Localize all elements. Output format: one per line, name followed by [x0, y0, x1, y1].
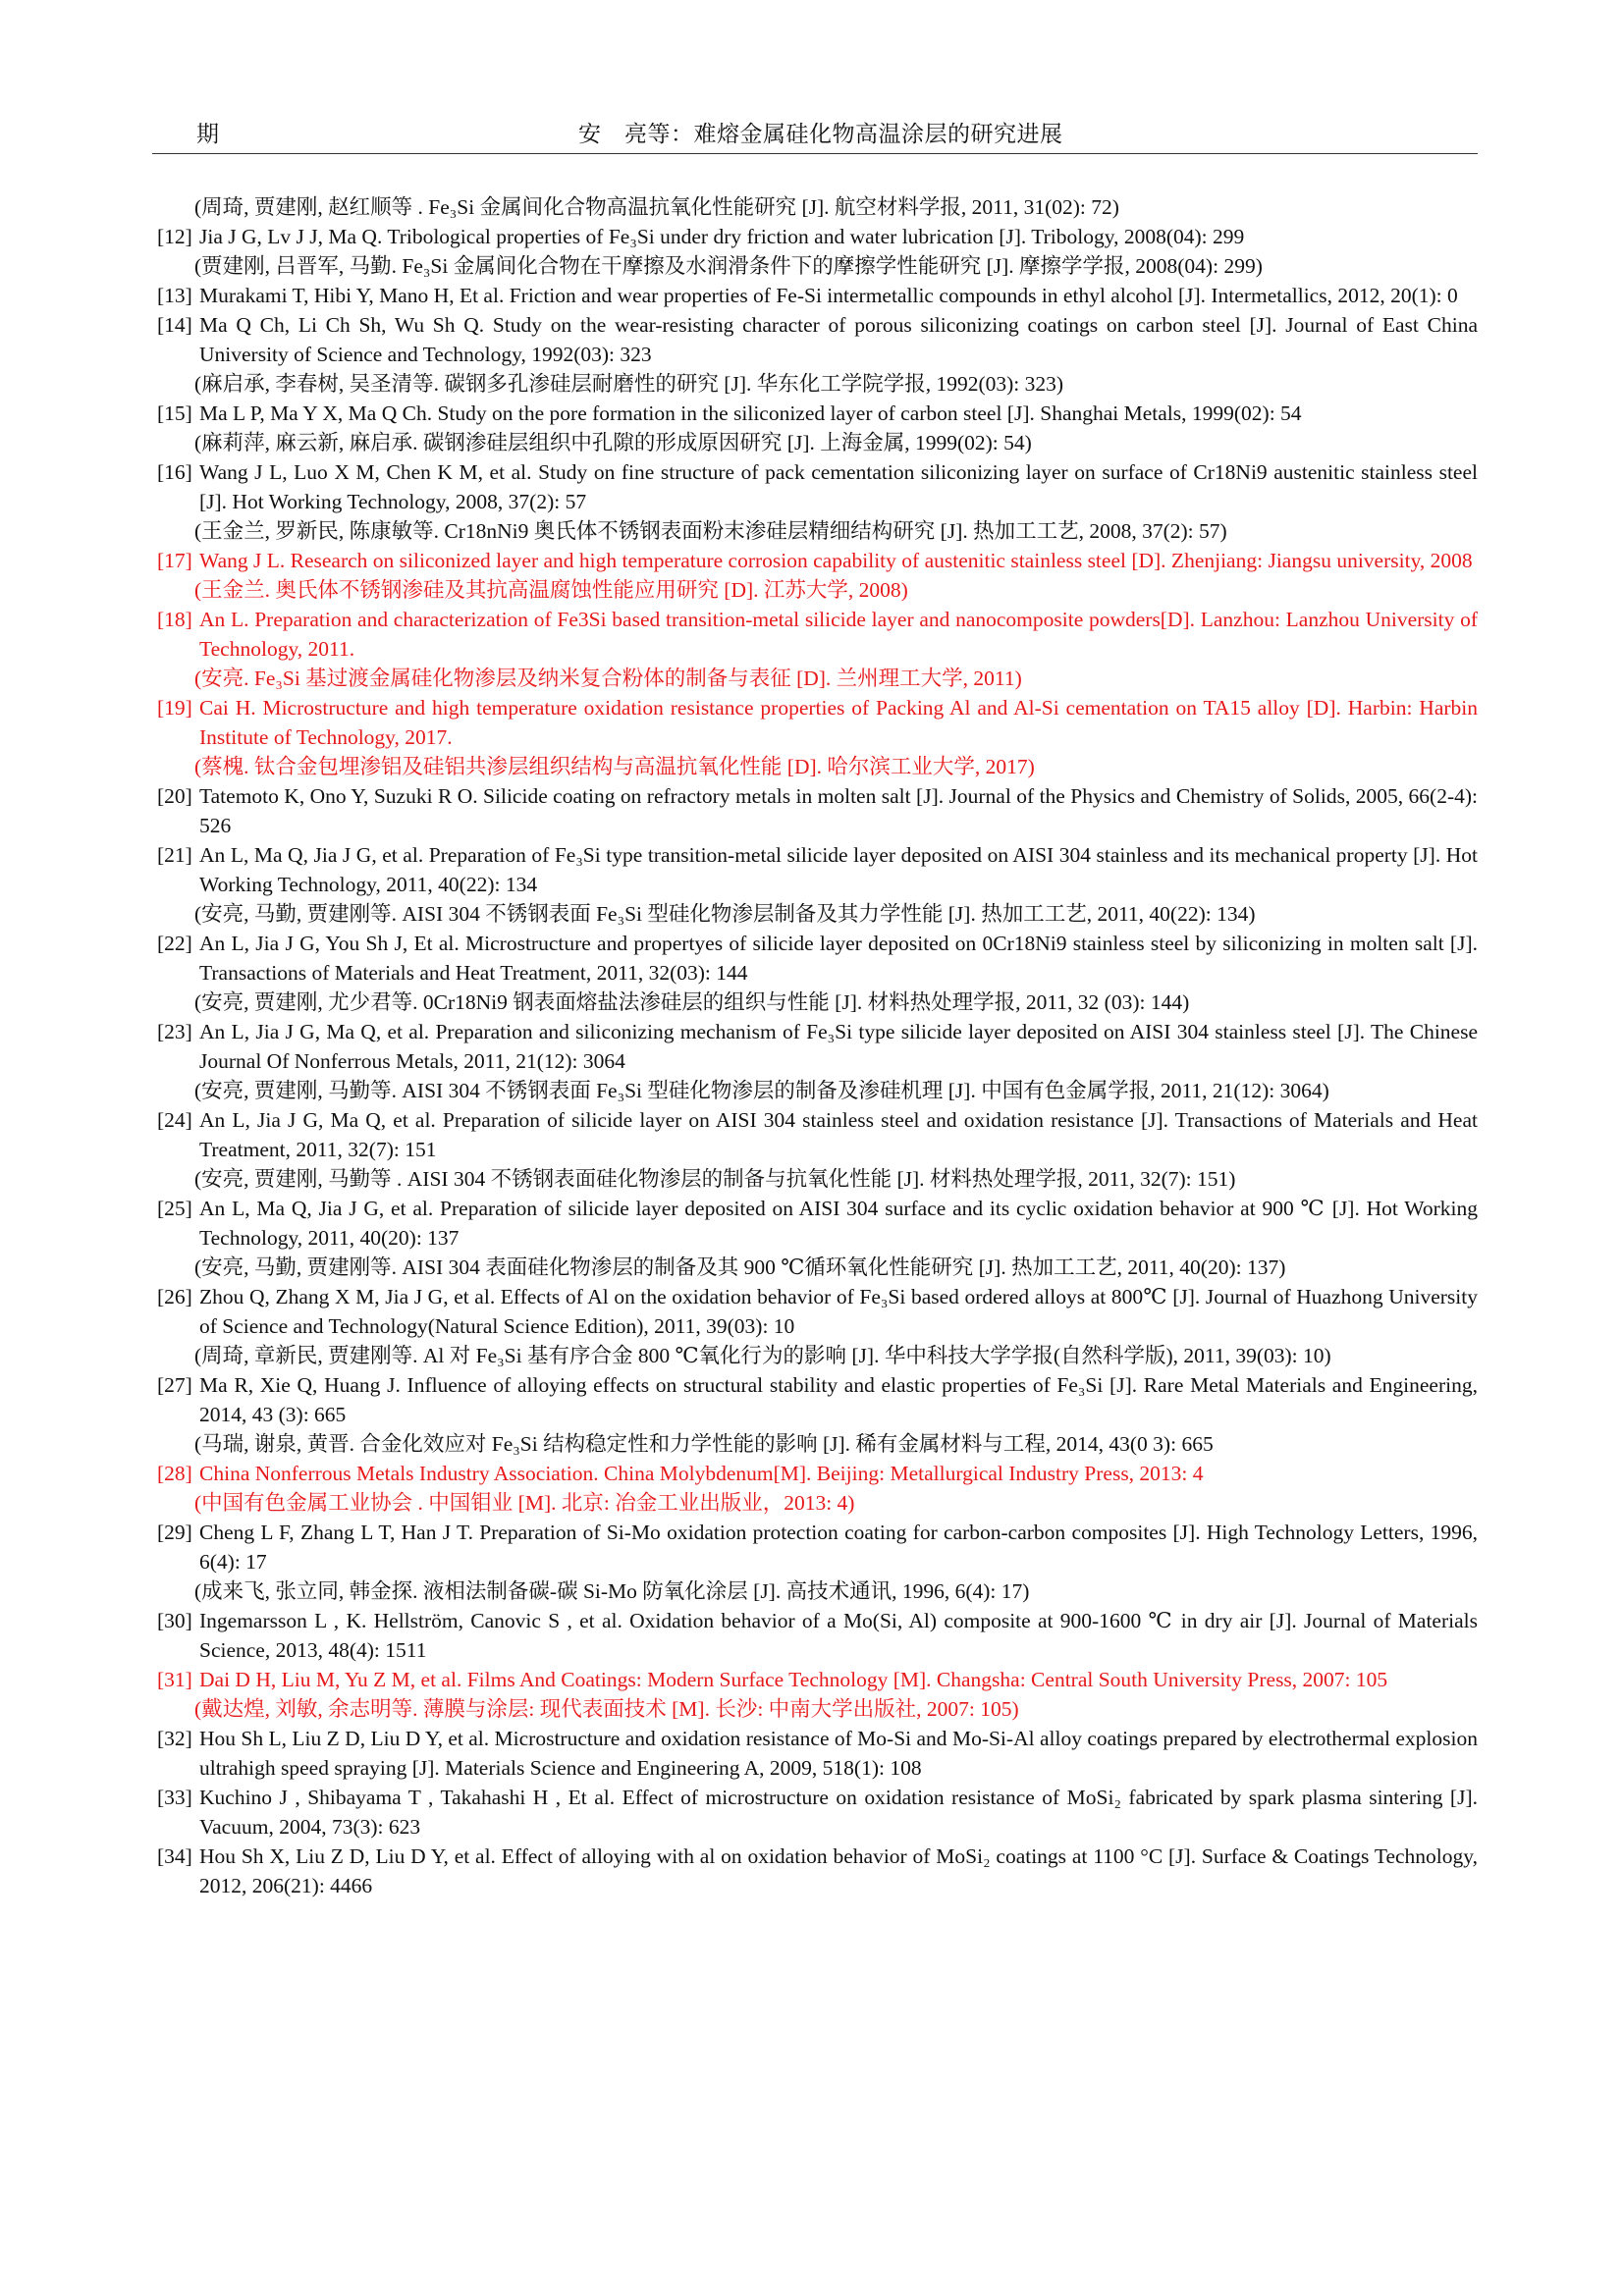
- reference-text: Wang J L, Luo X M, Chen K M, et al. Study on fine structure of pack cementation siliconizing layer on surface of Cr18Ni9 austenitic stainless steel [J]. Hot Working Technology, 2008, 37(2): 57: [199, 460, 1478, 513]
- reference-translation: (周琦, 贾建刚, 赵红顺等 . Fe₃Si 金属间化合物高温抗氧化性能研究 [J]. 航空材料学报, 2011, 31(02): 72): [194, 195, 1119, 219]
- reference-translation: (安亮, 马勤, 贾建刚等. AISI 304 表面硅化物渗层的制备及其 900 ℃循环氧化性能研究 [J]. 热加工工艺, 2011, 40(20): 137): [194, 1255, 1286, 1279]
- reference-entry: [157, 1459, 1478, 1488]
- reference-translation: (成来飞, 张立同, 韩金探. 液相法制备碳-碳 Si-Mo 防氧化涂层 [J]. 高技术通讯, 1996, 6(4): 17): [194, 1579, 1030, 1603]
- reference-entry: [157, 1724, 1478, 1783]
- reference-entry: [157, 222, 1478, 251]
- reference-text: An L, Jia J G, Ma Q, et al. Preparation of silicide layer on AISI 304 stainless steel and oxidation resistance [J]. Transactions of Materials and Heat Treatment, 2011, 32(7): 151: [199, 1108, 1478, 1161]
- reference-text: Hou Sh L, Liu Z D, Liu D Y, et al. Microstructure and oxidation resistance of Mo-Si and Mo-Si-Al alloy coatings prepared by electrothermal explosion ultrahigh speed spraying [J]. Materials Science and Engineering A, 2009, 518(1): 108: [199, 1727, 1478, 1780]
- reference-entry: [157, 546, 1478, 575]
- reference-entry: [157, 1842, 1478, 1900]
- reference-text: Jia J G, Lv J J, Ma Q. Tribological properties of Fe₃Si under dry friction and water lubrication [J]. Tribology, 2008(04): 299: [199, 225, 1245, 248]
- reference-number: [27]: [157, 1373, 192, 1397]
- reference-translation: (马瑞, 谢泉, 黄晋. 合金化效应对 Fe₃Si 结构稳定性和力学性能的影响 [J]. 稀有金属材料与工程, 2014, 43(0 3): 665: [194, 1432, 1214, 1456]
- reference-number: [30]: [157, 1609, 192, 1632]
- reference-text: Cai H. Microstructure and high temperature oxidation resistance properties of Packing Al and Al-Si cementation on TA15 alloy [D]. Harbin: Harbin Institute of Technology, 2017.: [199, 696, 1478, 749]
- reference-entry: [157, 1783, 1478, 1842]
- reference-text: Murakami T, Hibi Y, Mano H, Et al. Friction and wear properties of Fe-Si intermetallic compounds in ethyl alcohol [J]. Intermetallics, 2012, 20(1): 0: [199, 284, 1458, 307]
- reference-number: [13]: [157, 284, 192, 307]
- reference-entry: [157, 781, 1478, 840]
- reference-entry: [157, 399, 1478, 428]
- reference-entry: [157, 310, 1478, 369]
- reference-translation: (安亮. Fe₃Si 基过渡金属硅化物渗层及纳米复合粉体的制备与表征 [D]. 兰州理工大学, 2011): [194, 667, 1022, 690]
- reference-entry: [157, 281, 1478, 310]
- reference-number: [12]: [157, 225, 192, 248]
- reference-translation: (蔡槐. 钛合金包埋渗铝及硅铝共渗层组织结构与高温抗氧化性能 [D]. 哈尔滨工业大学, 2017): [194, 755, 1035, 778]
- reference-text: An L, Jia J G, You Sh J, Et al. Microstructure and propertyes of silicide layer deposited on 0Cr18Ni9 stainless steel by siliconizing in molten salt [J]. Transactions of Materials and Heat Treatment, 2011, 32(03): 144: [199, 932, 1478, 985]
- reference-translation: (王金兰, 罗新民, 陈康敏等. Cr18nNi9 奥氏体不锈钢表面粉末渗硅层精细结构研究 [J]. 热加工工艺, 2008, 37(2): 57): [194, 519, 1227, 543]
- reference-number: [14]: [157, 313, 192, 337]
- reference-number: [16]: [157, 460, 192, 484]
- reference-text: Ingemarsson L , K. Hellström, Canovic S , et al. Oxidation behavior of a Mo(Si, Al) composite at 900-1600 ℃ in dry air [J]. Journal of Materials Science, 2013, 48(4): 1511: [199, 1609, 1478, 1662]
- reference-translation: (贾建刚, 吕晋军, 马勤. Fe₃Si 金属间化合物在干摩擦及水润滑条件下的摩擦学性能研究 [J]. 摩擦学学报, 2008(04): 299): [194, 254, 1263, 278]
- reference-translation: (安亮, 贾建刚, 马勤等. AISI 304 不锈钢表面 Fe₃Si 型硅化物渗层的制备及渗硅机理 [J]. 中国有色金属学报, 2011, 21(12): 3064): [194, 1079, 1329, 1102]
- reference-entry: [157, 840, 1478, 899]
- reference-text: An L, Jia J G, Ma Q, et al. Preparation and siliconizing mechanism of Fe₃Si type silicide layer deposited on AISI 304 stainless steel [J]. The Chinese Journal Of Nonferrous Metals, 2011, 21(12): 3064: [199, 1020, 1478, 1073]
- reference-number: [23]: [157, 1020, 192, 1043]
- reference-entry: [157, 1518, 1478, 1576]
- reference-entry: [157, 929, 1478, 988]
- reference-list: [0, 192, 1623, 1900]
- reference-text: Dai D H, Liu M, Yu Z M, et al. Films And Coatings: Modern Surface Technology [M]. Changsha: Central South University Press, 2007: 105: [199, 1668, 1388, 1691]
- reference-text: Ma R, Xie Q, Huang J. Influence of alloying effects on structural stability and elastic properties of Fe₃Si [J]. Rare Metal Materials and Engineering, 2014, 43 (3): 665: [199, 1373, 1478, 1426]
- reference-number: [24]: [157, 1108, 192, 1132]
- reference-translation: (麻启承, 李春树, 吴圣清等. 碳钢多孔渗硅层耐磨性的研究 [J]. 华东化工学院学报, 1992(03): 323): [194, 372, 1064, 396]
- issue-label: 期: [196, 122, 219, 146]
- reference-number: [18]: [157, 608, 192, 631]
- reference-number: [19]: [157, 696, 192, 720]
- reference-number: [17]: [157, 549, 192, 572]
- reference-text: An L. Preparation and characterization of Fe3Si based transition-metal silicide layer and nanocomposite powders[D]. Lanzhou: Lanzhou University of Technology, 2011.: [199, 608, 1478, 661]
- reference-entry: [157, 1282, 1478, 1341]
- reference-text: An L, Ma Q, Jia J G, et al. Preparation of silicide layer deposited on AISI 304 surface and its cyclic oxidation behavior at 900 ℃ [J]. Hot Working Technology, 2011, 40(20): 137: [199, 1197, 1478, 1250]
- reference-text: Zhou Q, Zhang X M, Jia J G, et al. Effects of Al on the oxidation behavior of Fe₃Si based ordered alloys at 800℃ [J]. Journal of Huazhong University of Science and Technology(Natural Science Edition), 2011, 39(03): 10: [199, 1285, 1478, 1338]
- reference-translation: (安亮, 贾建刚, 马勤等 . AISI 304 不锈钢表面硅化物渗层的制备与抗氧化性能 [J]. 材料热处理学报, 2011, 32(7): 151): [194, 1167, 1236, 1191]
- reference-entry: [157, 1606, 1478, 1665]
- reference-translation: (周琦, 章新民, 贾建刚等. Al 对 Fe₃Si 基有序合金 800 ℃氧化行为的影响 [J]. 华中科技大学学报(自然科学版), 2011, 39(03): 10): [194, 1344, 1331, 1367]
- reference-text: Ma Q Ch, Li Ch Sh, Wu Sh Q. Study on the wear-resisting character of porous siliconizing coatings on carbon steel [J]. Journal of East China University of Science and Technology, 1992(03): 323: [199, 313, 1478, 366]
- reference-entry: [157, 605, 1478, 664]
- reference-number: [32]: [157, 1727, 192, 1750]
- reference-number: [34]: [157, 1844, 192, 1868]
- reference-translation: (王金兰. 奥氏体不锈钢渗硅及其抗高温腐蚀性能应用研究 [D]. 江苏大学, 2008): [194, 578, 908, 602]
- running-title: 安 亮等：难熔金属硅化物高温涂层的研究进展: [578, 122, 1063, 146]
- reference-translation: (安亮, 马勤, 贾建刚等. AISI 304 不锈钢表面 Fe₃Si 型硅化物渗层制备及其力学性能 [J]. 热加工工艺, 2011, 40(22): 134): [194, 902, 1256, 926]
- reference-text: Cheng L F, Zhang L T, Han J T. Preparation of Si-Mo oxidation protection coating for carbon-carbon composites [J]. High Technology Letters, 1996, 6(4): 17: [199, 1521, 1478, 1574]
- reference-translation: (安亮, 贾建刚, 尤少君等. 0Cr18Ni9 钢表面熔盐法渗硅层的组织与性能 [J]. 材料热处理学报, 2011, 32 (03): 144): [194, 990, 1190, 1014]
- reference-text: Ma L P, Ma Y X, Ma Q Ch. Study on the pore formation in the siliconized layer of carbon steel [J]. Shanghai Metals, 1999(02): 54: [199, 401, 1302, 425]
- page-header: [152, 116, 1478, 154]
- reference-number: [33]: [157, 1786, 192, 1809]
- reference-entry: [157, 1194, 1478, 1253]
- reference-number: [22]: [157, 932, 192, 955]
- reference-number: [28]: [157, 1462, 192, 1485]
- reference-entry: [157, 1370, 1478, 1429]
- reference-number: [29]: [157, 1521, 192, 1544]
- reference-translation: (中国有色金属工业协会 . 中国钼业 [M]. 北京: 冶金工业出版业，2013: 4): [194, 1491, 855, 1515]
- reference-number: [31]: [157, 1668, 192, 1691]
- reference-number: [21]: [157, 843, 192, 867]
- reference-text: Hou Sh X, Liu Z D, Liu D Y, et al. Effect of alloying with al on oxidation behavior of MoSi₂ coatings at 1100 °C [J]. Surface & Coatings Technology, 2012, 206(21): 4466: [199, 1844, 1478, 1897]
- reference-entry: [157, 1665, 1478, 1694]
- reference-entry: [157, 1105, 1478, 1164]
- reference-entry: [157, 693, 1478, 752]
- reference-number: [26]: [157, 1285, 192, 1308]
- reference-translation: (麻莉萍, 麻云新, 麻启承. 碳钢渗硅层组织中孔隙的形成原因研究 [J]. 上海金属, 1999(02): 54): [194, 431, 1032, 454]
- reference-text: An L, Ma Q, Jia J G, et al. Preparation of Fe₃Si type transition-metal silicide layer deposited on AISI 304 stainless and its mechanical property [J]. Hot Working Technology, 2011, 40(22): 134: [199, 843, 1478, 896]
- reference-text: Wang J L. Research on siliconized layer and high temperature corrosion capability of austenitic stainless steel [D]. Zhenjiang: Jiangsu university, 2008: [199, 549, 1473, 572]
- reference-entry: [157, 1017, 1478, 1076]
- reference-entry: [157, 457, 1478, 516]
- reference-text: China Nonferrous Metals Industry Association. China Molybdenum[M]. Beijing: Metallurgical Industry Press, 2013: 4: [199, 1462, 1204, 1485]
- reference-number: [25]: [157, 1197, 192, 1220]
- reference-number: [20]: [157, 784, 192, 808]
- reference-number: [15]: [157, 401, 192, 425]
- reference-translation: (戴达煌, 刘敏, 余志明等. 薄膜与涂层: 现代表面技术 [M]. 长沙: 中南大学出版社, 2007: 105): [194, 1697, 1019, 1721]
- reference-text: Kuchino J , Shibayama T , Takahashi H , Et al. Effect of microstructure on oxidation resistance of MoSi₂ fabricated by spark plasma sintering [J]. Vacuum, 2004, 73(3): 623: [199, 1786, 1478, 1839]
- reference-text: Tatemoto K, Ono Y, Suzuki R O. Silicide coating on refractory metals in molten salt [J]. Journal of the Physics and Chemistry of Solids, 2005, 66(2-4): 526: [199, 784, 1478, 837]
